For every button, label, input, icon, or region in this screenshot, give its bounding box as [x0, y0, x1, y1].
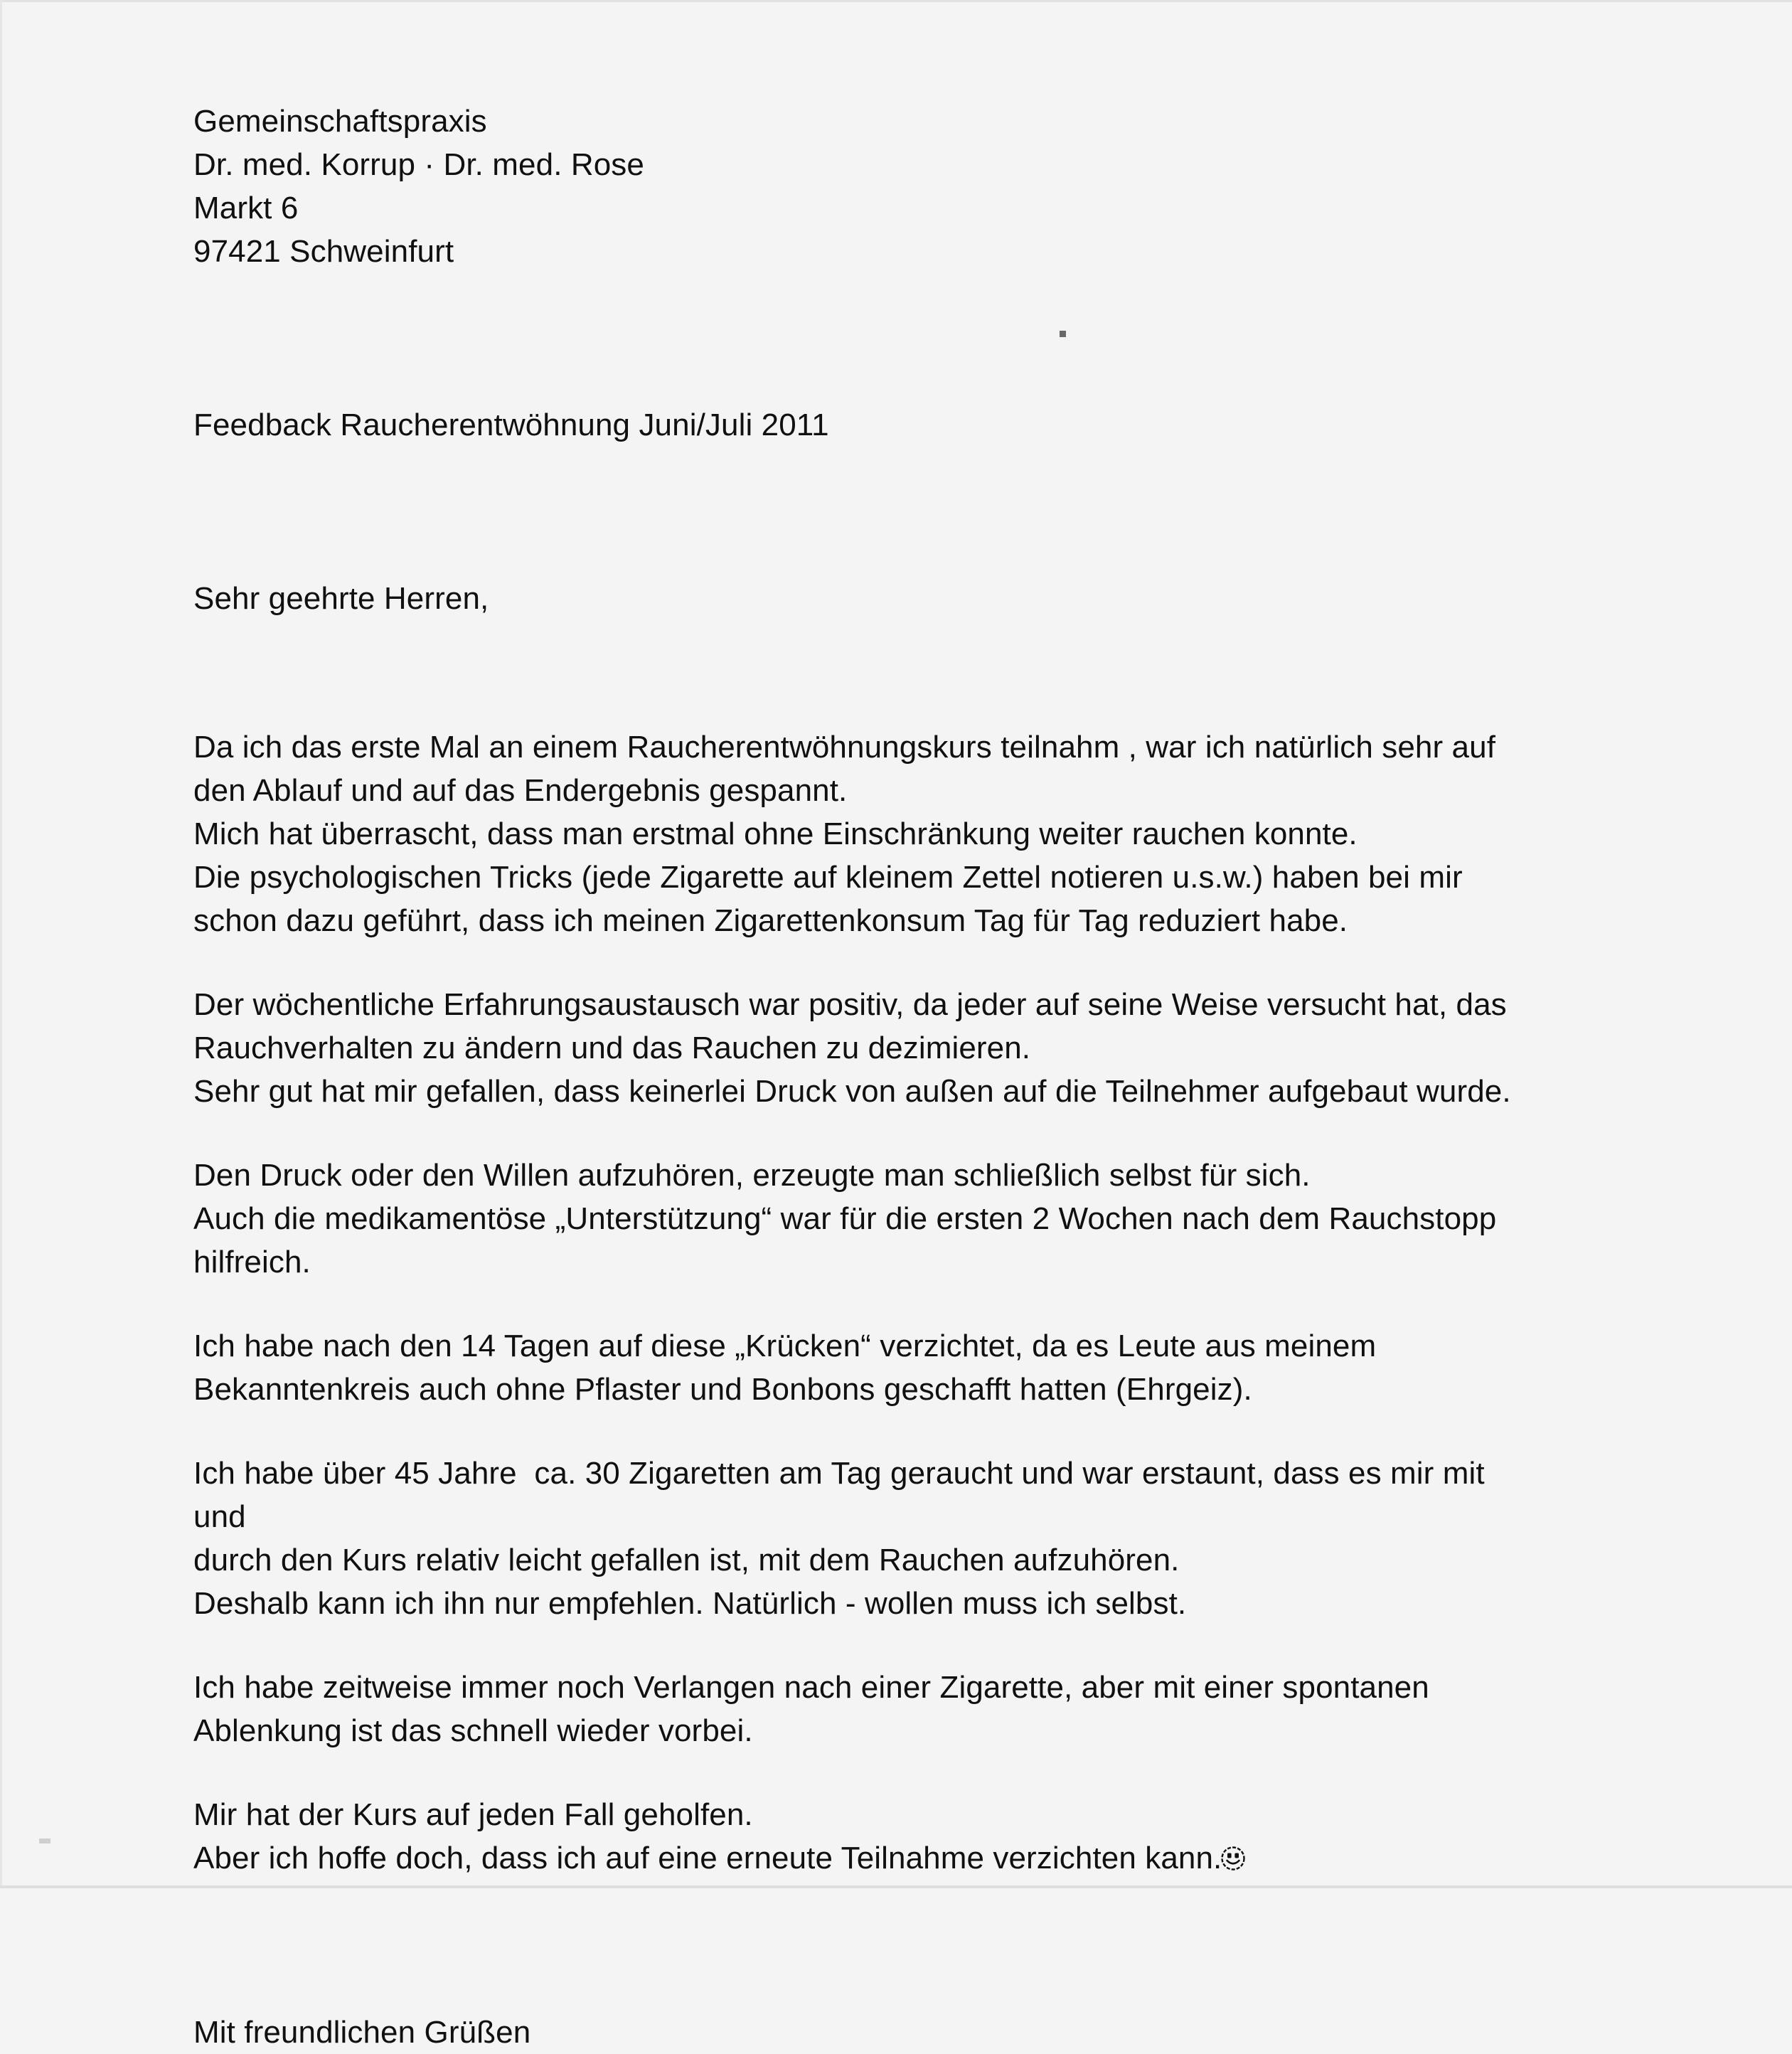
sender-address-block [193, 100, 1523, 273]
sender-practice-name: Gemeinschaftspraxis [193, 104, 487, 139]
closing-greeting: Mit freundlichen Grüßen [193, 2015, 531, 2050]
subject-line: Feedback Raucherentwöhnung Juni/Juli 2011 [193, 408, 829, 442]
paragraph [193, 725, 1523, 942]
paragraph-line: Auch die medikamentöse „Unterstützung“ war für die ersten 2 Wochen nach dem Rauchstopp [193, 1201, 1497, 1236]
sender-doctor-names: Dr. med. Korrup · Dr. med. Rose [193, 147, 644, 182]
letter-paragraphs [193, 725, 1523, 1880]
paragraph-line: Deshalb kann ich ihn nur empfehlen. Natürlich - wollen muss ich selbst. [193, 1586, 1187, 1621]
paragraph-line: schon dazu geführt, dass ich meinen Zigarettenkonsum Tag für Tag reduziert habe. [193, 903, 1348, 938]
scan-edge-left [0, 0, 2, 1888]
paragraph-line: Die psychologischen Tricks (jede Zigarette auf kleinem Zettel notieren u.s.w.) haben bei mir [193, 860, 1463, 895]
paragraph-line: durch den Kurs relativ leicht gefallen ist, mit dem Rauchen aufzuhören. [193, 1543, 1180, 1577]
paragraph-line: Sehr gut hat mir gefallen, dass keinerlei Druck von außen auf die Teilnehmer aufgebaut wurde. [193, 1074, 1511, 1109]
paragraph-line: Da ich das erste Mal an einem Raucherentwöhnungskurs teilnahm , war ich natürlich sehr auf [193, 730, 1496, 765]
paragraph-line: Den Druck oder den Willen aufzuhören, erzeugte man schließlich selbst für sich. [193, 1158, 1311, 1193]
paragraph-line: Ich habe über 45 Jahre ca. 30 Zigaretten am Tag geraucht und war erstaunt, dass es mir mit und [193, 1456, 1494, 1534]
scan-artifact-speck-corner [39, 1839, 50, 1843]
paragraph-line: Mich hat überrascht, dass man erstmal ohne Einschränkung weiter rauchen konnte. [193, 816, 1358, 851]
scan-edge-top [0, 0, 1792, 2]
paragraph-line: den Ablauf und auf das Endergebnis gespannt. [193, 773, 848, 808]
paragraph [193, 1452, 1523, 1625]
paragraph-line: Ich habe nach den 14 Tagen auf diese „Krücken“ verzichtet, da es Leute aus meinem [193, 1329, 1377, 1363]
paragraph-line: Mir hat der Kurs auf jeden Fall geholfen. [193, 1797, 753, 1832]
paragraph [193, 1793, 1523, 1880]
sender-city: 97421 Schweinfurt [193, 234, 454, 269]
paragraph-line: Rauchverhalten zu ändern und das Rauchen zu dezimieren. [193, 1031, 1031, 1065]
paragraph [193, 983, 1523, 1113]
paragraph-line: Aber ich hoffe doch, dass ich auf eine erneute Teilnahme verzichten kann. [193, 1841, 1222, 1875]
paragraph-line: hilfreich. [193, 1245, 311, 1279]
paragraph-line: Der wöchentliche Erfahrungsaustausch war positiv, da jeder auf seine Weise versucht hat, das [193, 987, 1507, 1022]
paragraph [193, 1666, 1523, 1752]
paragraph-line: Ablenkung ist das schnell wieder vorbei. [193, 1713, 753, 1748]
paragraph-line: Ich habe zeitweise immer noch Verlangen nach einer Zigarette, aber mit einer spontanen [193, 1670, 1429, 1705]
salutation: Sehr geehrte Herren, [193, 581, 489, 616]
paragraph [193, 1324, 1523, 1411]
paragraph-line-with-icon [193, 1836, 1523, 1880]
paragraph-line: Bekanntenkreis auch ohne Pflaster und Bonbons geschafft hatten (Ehrgeiz). [193, 1372, 1252, 1407]
paragraph [193, 1154, 1523, 1284]
sender-street: Markt 6 [193, 191, 299, 225]
smiley-face-icon [1219, 1841, 1247, 1869]
letter-body [193, 100, 1523, 2054]
